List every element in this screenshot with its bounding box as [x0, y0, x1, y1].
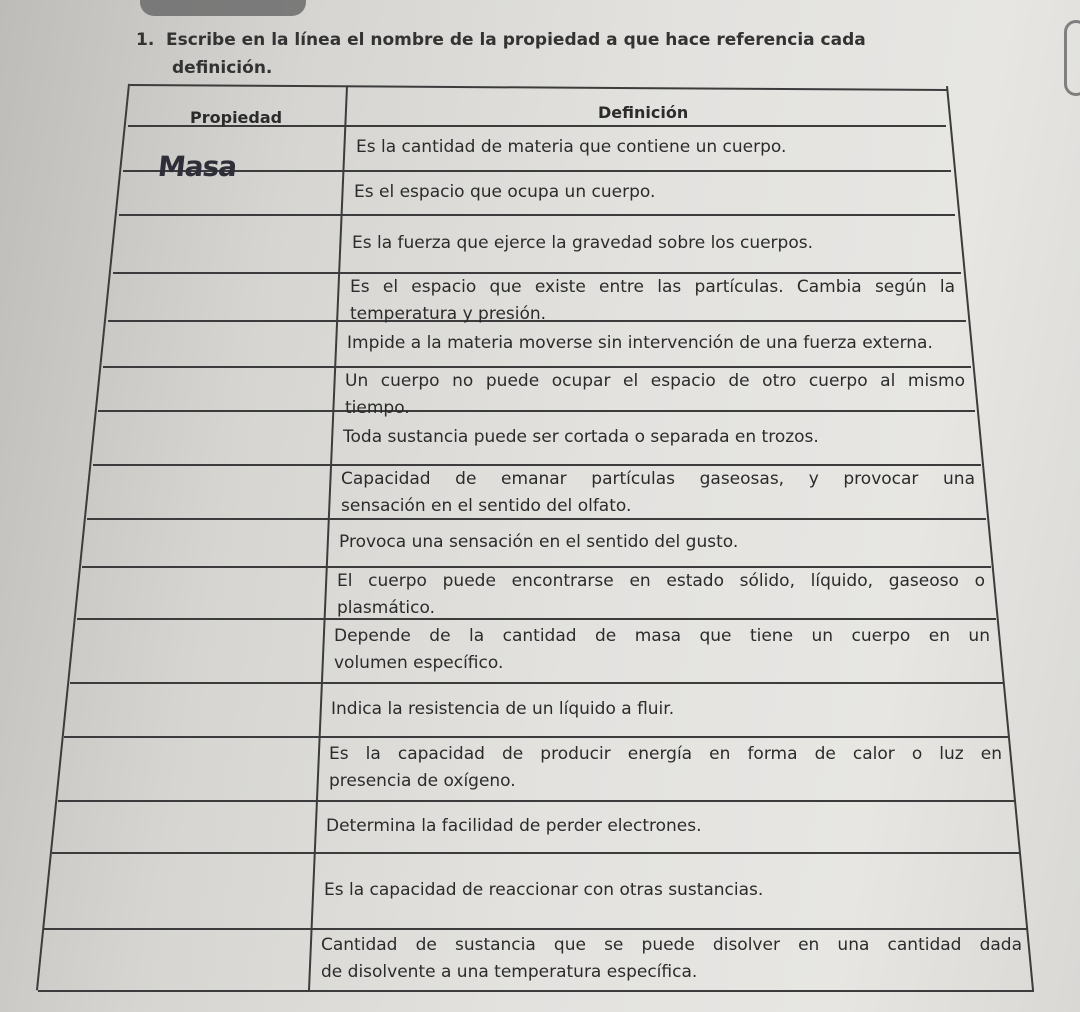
row-divider	[123, 170, 951, 172]
table-top-border	[130, 84, 948, 91]
table-right-border	[946, 86, 1034, 990]
definition-text: El cuerpo puede encontrarse en estado sólido, líquido, gaseoso o	[337, 571, 985, 591]
definition-text: de disolvente a una temperatura específica.	[321, 962, 698, 982]
definition-text: Depende de la cantidad de masa que tiene un cuerpo en un	[334, 626, 990, 646]
definition-text: Es el espacio que existe entre las partículas. Cambia según la	[350, 277, 955, 297]
row-divider	[70, 682, 1003, 684]
definition-text: sensación en el sentido del olfato.	[341, 496, 632, 516]
definition-text: Determina la facilidad de perder electrones.	[326, 815, 702, 836]
row-divider	[38, 990, 1034, 992]
row-divider	[52, 852, 1020, 854]
row-divider	[44, 928, 1028, 930]
definition-text: volumen específico.	[334, 653, 504, 673]
definition-text: Es la capacidad de producir energía en forma de calor o luz en	[329, 744, 1002, 764]
table-left-border	[36, 84, 130, 990]
instructions-line-1: Escribe en la línea el nombre de la propiedad a que hace referencia cada	[166, 30, 866, 50]
definition-text: Cantidad de sustancia que se puede disolver en una cantidad dada	[321, 935, 1022, 955]
header-definition: Definición	[598, 103, 689, 122]
definition-text: Es la capacidad de reaccionar con otras sustancias.	[324, 879, 764, 900]
definition-text: Es la cantidad de materia que contiene un cuerpo.	[356, 137, 787, 157]
answer-handwritten[interactable]: Masa	[156, 150, 239, 183]
definition-text: tiempo.	[345, 398, 410, 418]
instructions-line-2: definición.	[172, 58, 273, 78]
row-divider	[119, 214, 955, 216]
definition-text: Indica la resistencia de un líquido a fluir.	[331, 698, 675, 719]
question-number: 1.	[136, 30, 155, 50]
definition-text: Provoca una sensación en el sentido del gusto.	[339, 531, 739, 552]
definition-text: Es la fuerza que ejerce la gravedad sobre los cuerpos.	[352, 232, 813, 253]
row-divider	[98, 410, 975, 412]
definition-text: plasmático.	[337, 598, 436, 618]
definition-text: Un cuerpo no puede ocupar el espacio de otro cuerpo al mismo	[345, 371, 965, 391]
row-divider	[77, 618, 996, 620]
definition-text: Es el espacio que ocupa un cuerpo.	[354, 181, 656, 202]
definition-text: Impide a la materia moverse sin intervención de una fuerza externa.	[347, 332, 933, 353]
definition-text: presencia de oxígeno.	[329, 771, 516, 791]
row-divider	[58, 800, 1015, 802]
definition-text: temperatura y presión.	[350, 304, 547, 324]
header-property: Propiedad	[190, 108, 283, 127]
row-divider	[64, 736, 1008, 738]
definition-text: Capacidad de emanar partículas gaseosas, y provocar una	[341, 469, 975, 489]
definition-text: Toda sustancia puede ser cortada o separada en trozos.	[343, 426, 819, 447]
